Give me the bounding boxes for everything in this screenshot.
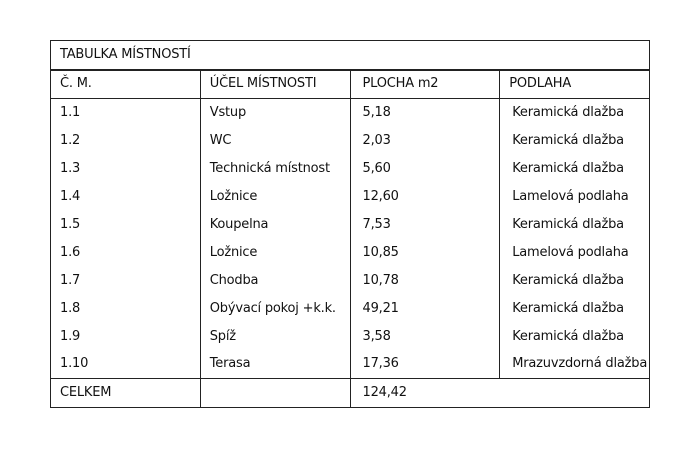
room-area-cell: 49,21: [350, 295, 500, 323]
room-number-cell: 1.8: [51, 295, 201, 323]
room-area-cell: 12,60: [350, 183, 500, 211]
room-area-cell: 17,36: [350, 351, 500, 379]
room-flooring-cell: Keramická dlažba: [500, 127, 650, 155]
table-row: [51, 351, 650, 379]
room-area-cell: 2,03: [350, 127, 500, 155]
room-flooring-cell: Mrazuvzdorná dlažba: [500, 351, 650, 379]
table-row: [51, 323, 650, 351]
room-purpose-cell: Spíž: [200, 323, 350, 351]
room-area-cell: 3,58: [350, 323, 500, 351]
room-purpose-cell: WC: [200, 127, 350, 155]
room-number-cell: 1.9: [51, 323, 201, 351]
room-area-cell: 7,53: [350, 211, 500, 239]
room-number-cell: 1.4: [51, 183, 201, 211]
room-purpose-cell: Terasa: [200, 351, 350, 379]
table-row: [51, 127, 650, 155]
room-number-cell: 1.7: [51, 267, 201, 295]
room-table: [50, 40, 650, 408]
room-flooring-cell: Keramická dlažba: [500, 295, 650, 323]
table-row: [51, 267, 650, 295]
room-purpose-cell: Ložnice: [200, 239, 350, 267]
room-number-cell: 1.5: [51, 211, 201, 239]
room-purpose-cell: Obývací pokoj +k.k.: [200, 295, 350, 323]
room-number-cell: 1.2: [51, 127, 201, 155]
total-empty-cell: [200, 379, 350, 408]
column-header-room-number: Č. M.: [51, 70, 201, 99]
room-flooring-cell: Keramická dlažba: [500, 155, 650, 183]
room-area-cell: 10,85: [350, 239, 500, 267]
room-purpose-cell: Vstup: [200, 99, 350, 127]
table-row: [51, 211, 650, 239]
column-header-room-purpose: ÚČEL MÍSTNOSTI: [200, 70, 350, 99]
total-area: 124,42: [350, 379, 650, 408]
room-area-cell: 5,18: [350, 99, 500, 127]
room-purpose-cell: Koupelna: [200, 211, 350, 239]
room-purpose-cell: Chodba: [200, 267, 350, 295]
table-total-row: [51, 379, 650, 408]
room-number-cell: 1.6: [51, 239, 201, 267]
room-flooring-cell: Keramická dlažba: [500, 211, 650, 239]
table-title-row: [51, 41, 650, 70]
table-row: [51, 183, 650, 211]
table-header-row: [51, 70, 650, 99]
room-purpose-cell: Technická místnost: [200, 155, 350, 183]
column-header-area: PLOCHA m2: [350, 70, 500, 99]
room-number-cell: 1.3: [51, 155, 201, 183]
room-number-cell: 1.1: [51, 99, 201, 127]
room-area-cell: 10,78: [350, 267, 500, 295]
room-flooring-cell: Keramická dlažba: [500, 267, 650, 295]
table-row: [51, 239, 650, 267]
room-purpose-cell: Ložnice: [200, 183, 350, 211]
room-flooring-cell: Lamelová podlaha: [500, 183, 650, 211]
table-row: [51, 295, 650, 323]
room-flooring-cell: Keramická dlažba: [500, 323, 650, 351]
table-row: [51, 99, 650, 127]
room-area-cell: 5,60: [350, 155, 500, 183]
room-number-cell: 1.10: [51, 351, 201, 379]
column-header-flooring: PODLAHA: [500, 70, 650, 99]
room-flooring-cell: Lamelová podlaha: [500, 239, 650, 267]
room-flooring-cell: Keramická dlažba: [500, 99, 650, 127]
table-row: [51, 155, 650, 183]
total-label: CELKEM: [51, 379, 201, 408]
table-title: TABULKA MÍSTNOSTÍ: [51, 41, 650, 70]
